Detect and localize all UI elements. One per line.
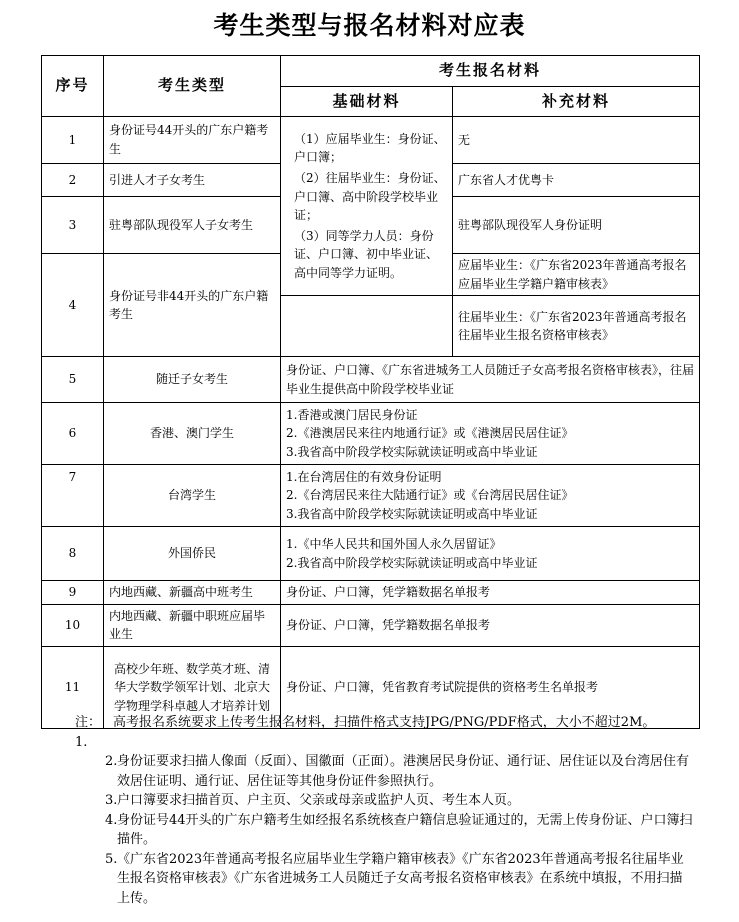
material-line: 1.《中华人民共和国外国人永久居留证》 bbox=[286, 537, 502, 552]
note-item bbox=[75, 752, 695, 791]
basic-material bbox=[281, 296, 453, 357]
candidate-type: 内地西藏、新疆高中班考生 bbox=[104, 581, 281, 605]
row-number: 1 bbox=[42, 117, 104, 164]
row-number: 4 bbox=[42, 254, 104, 357]
combined-materials bbox=[281, 604, 700, 646]
candidate-type: 驻粤部队现役军人子女考生 bbox=[104, 197, 281, 254]
candidate-type: 随迁子女考生 bbox=[104, 357, 281, 403]
row-number: 10 bbox=[42, 604, 104, 646]
row-number: 5 bbox=[42, 357, 104, 403]
table-row bbox=[42, 581, 700, 605]
candidate-type: 香港、澳门学生 bbox=[104, 403, 281, 465]
supplement-material: 往届毕业生：《广东省2023年普通高考报名往届毕业生报名资格审核表》 bbox=[453, 296, 700, 357]
combined-materials bbox=[281, 465, 700, 527]
candidate-type: 身份证号非44开头的广东户籍考生 bbox=[104, 254, 281, 357]
material-line: 身份证、户口簿、《广东省进城务工人员随迁子女高考报名资格审核表》，往届毕业生提供高中阶段学校毕业证 bbox=[286, 363, 695, 396]
note-text: 户口簿要求扫描首页、户主页、父亲或母亲或监护人页、考生本人页。 bbox=[117, 793, 521, 808]
row-number: 6 bbox=[42, 403, 104, 465]
note-text: 身份证要求扫描人像面（反面）、国徽面（正面）。港澳居民身份证、通行证、居住证以及台湾居住有效居住证明、通行证、居住证等其他身份证件参照执行。 bbox=[117, 754, 690, 789]
materials-table bbox=[41, 55, 700, 729]
note-item bbox=[75, 850, 695, 909]
header-materials: 考生报名材料 bbox=[281, 56, 700, 87]
material-line: 2.《台湾居民来往大陆通行证》或《台湾居民居住证》 bbox=[286, 488, 574, 503]
basic-material-item: （1）应届毕业生：身份证、户口簿； bbox=[294, 131, 446, 165]
material-line: 身份证、户口簿，凭省教育考试院提供的资格考生名单报考 bbox=[286, 680, 599, 695]
supplement-material: 驻粤部队现役军人身份证明 bbox=[453, 197, 700, 254]
candidate-type: 高校少年班、数学英才班、清华大学数学领军计划、北京大学物理学科卓越人才培养计划 bbox=[104, 646, 281, 728]
note-text: 身份证号44开头的广东户籍考生如经报名系统核查户籍信息验证通过的，无需上传身份证、户口簿扫描件。 bbox=[117, 812, 693, 847]
row-number: 2 bbox=[42, 164, 104, 197]
material-line: 3.我省高中阶段学校实际就读证明或高中毕业证 bbox=[286, 506, 538, 521]
note-number: 2. bbox=[105, 754, 118, 769]
combined-materials bbox=[281, 357, 700, 403]
row-number: 9 bbox=[42, 581, 104, 605]
row-number: 7 bbox=[42, 465, 104, 527]
material-line: 1.香港或澳门居民身份证 bbox=[286, 407, 418, 422]
supplement-material: 无 bbox=[453, 117, 700, 164]
note-item bbox=[75, 713, 695, 752]
header-basic: 基础材料 bbox=[281, 87, 453, 117]
note-number: 5. bbox=[105, 851, 118, 867]
basic-material-item: （3）同等学力人员：身份证、户口簿、初中毕业证、高中同等学力证明。 bbox=[294, 228, 439, 280]
candidate-type: 引进人才子女考生 bbox=[104, 164, 281, 197]
candidate-type: 内地西藏、新疆中职班应届毕业生 bbox=[104, 604, 281, 646]
table-row bbox=[42, 117, 700, 164]
table-row bbox=[42, 604, 700, 646]
header-supplement: 补充材料 bbox=[453, 87, 700, 117]
header-type: 考生类型 bbox=[104, 56, 281, 117]
note-number: 4. bbox=[105, 812, 118, 828]
combined-materials bbox=[281, 527, 700, 581]
header-no: 序号 bbox=[42, 56, 104, 117]
row-number: 8 bbox=[42, 527, 104, 581]
page-title: 考生类型与报名材料对应表 bbox=[213, 11, 526, 40]
material-line: 1.在台湾居住的有效身份证明 bbox=[286, 469, 442, 484]
note-text: 高考报名系统要求上传考生报名材料，扫描件格式支持JPG/PNG/PDF格式，大小不超过2M。 bbox=[113, 715, 656, 730]
material-line: 身份证、户口簿，凭学籍数据名单报考 bbox=[286, 585, 491, 600]
table-row bbox=[42, 465, 700, 527]
note-number: 3. bbox=[105, 793, 118, 808]
note-text: 《广东省2023年普通高考报名应届毕业生学籍户籍审核表》《广东省2023年普通高考报名往届毕业生报名资格审核表》《广东省进城务工人员随迁子女高考报名资格审核表》在系统中填报，不用扫描上传。 bbox=[117, 851, 684, 906]
row-number: 11 bbox=[42, 646, 104, 728]
combined-materials bbox=[281, 581, 700, 605]
table-row bbox=[42, 357, 700, 403]
candidate-type: 外国侨民 bbox=[104, 527, 281, 581]
note-item bbox=[75, 811, 695, 850]
notes-label: 注：1. bbox=[75, 715, 102, 750]
candidate-type: 身份证号44开头的广东户籍考生 bbox=[104, 117, 281, 164]
notes-section bbox=[75, 713, 695, 908]
table-row bbox=[42, 403, 700, 465]
supplement-material: 应届毕业生：《广东省2023年普通高考报名应届毕业生学籍户籍审核表》 bbox=[453, 254, 700, 296]
material-line: 3.我省高中阶段学校实际就读证明或高中毕业证 bbox=[286, 444, 538, 459]
supplement-material: 广东省人才优粤卡 bbox=[453, 164, 700, 197]
candidate-type: 台湾学生 bbox=[104, 465, 281, 527]
material-line: 2.《港澳居民来往内地通行证》或《港澳居民居住证》 bbox=[286, 426, 574, 441]
material-line: 身份证、户口簿，凭学籍数据名单报考 bbox=[286, 618, 491, 633]
table-row bbox=[42, 527, 700, 581]
basic-material-item: （2）往届毕业生：身份证、户口簿、高中阶段学校毕业证； bbox=[294, 170, 446, 223]
row-number: 3 bbox=[42, 197, 104, 254]
combined-materials bbox=[281, 403, 700, 465]
material-line: 2.我省高中阶段学校实际就读证明或高中毕业证 bbox=[286, 555, 538, 570]
basic-materials-group bbox=[281, 117, 453, 296]
note-item bbox=[75, 791, 695, 811]
